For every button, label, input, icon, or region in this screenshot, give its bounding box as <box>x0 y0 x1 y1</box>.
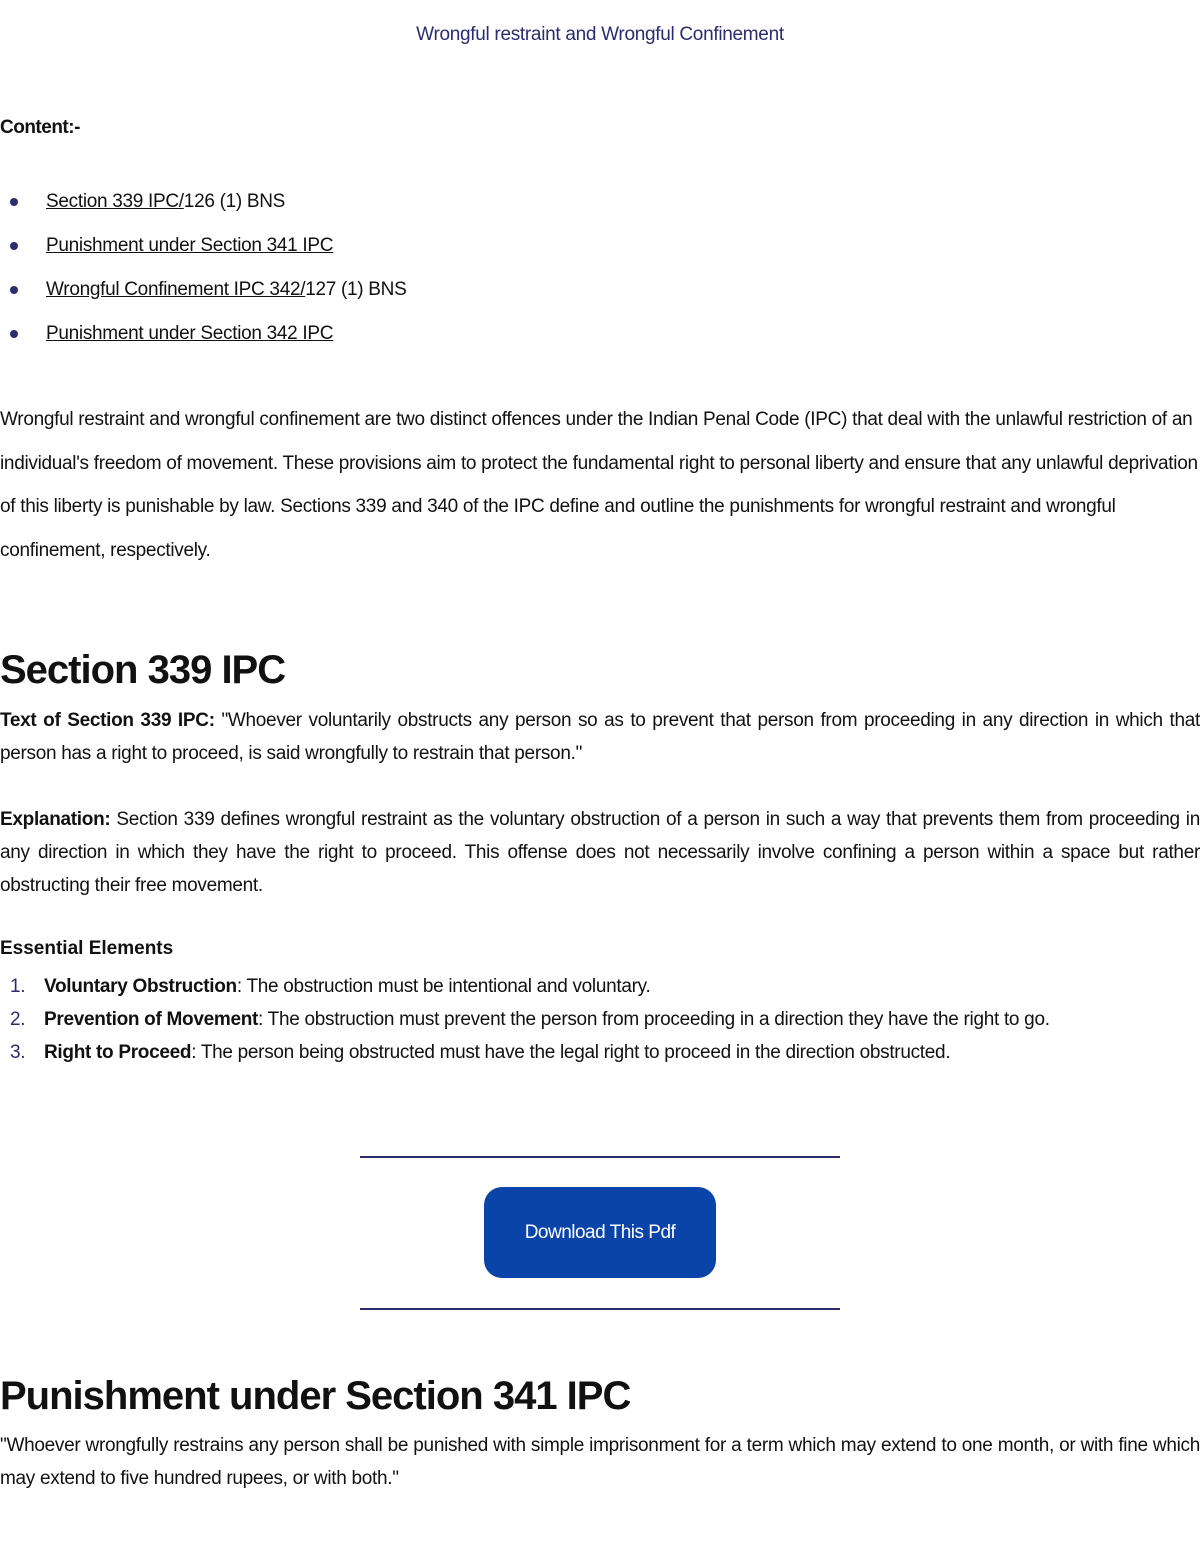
intro-paragraph: Wrongful restraint and wrongful confinement are two distinct offences under the Indian Penal Code (IPC) that deal with the unlawful restriction of an individual's freedom of movement. These provisions aim to protect the fundamental right to personal liberty and ensure that any unlawful deprivation of this liberty is punishable by law. Sections 339 and 340 of the IPC define and outline the punishments for wrongful restraint and wrongful confinement, respectively. <box>0 409 1198 561</box>
explanation-body: Section 339 defines wrongful restraint as the voluntary obstruction of a person in such a way that prevents them from proceeding in any direction in which they have the right to proceed. This offense does not necessarily involve confining a person within a space but rather obstructing their free movement. <box>0 809 1200 896</box>
section-339-heading: Section 339 IPC <box>0 648 286 692</box>
section-339-text <box>0 704 1200 770</box>
section-341-heading: Punishment under Section 341 IPC <box>0 1374 631 1418</box>
element-text: : The obstruction must prevent the person from proceeding in a direction they have the right to go. <box>258 1009 1050 1030</box>
element-text: : The obstruction must be intentional and voluntary. <box>236 976 651 997</box>
section-341-quote: "Whoever wrongfully restrains any person shall be punished with simple imprisonment for a term which may extend to one month, or with fine which may extend to five hundred rupees, or with both." <box>0 1435 1200 1489</box>
table-of-contents <box>0 180 406 356</box>
toc-item <box>0 180 406 224</box>
toc-link-punishment-341[interactable]: Punishment under Section 341 IPC <box>46 235 334 256</box>
list-number: 1. <box>10 976 26 997</box>
element-label: Right to Proceed <box>44 1042 192 1063</box>
list-item <box>0 970 1200 1003</box>
essential-elements-heading: Essential Elements <box>0 938 174 959</box>
list-item <box>0 1036 1200 1069</box>
content-label: Content:- <box>0 117 80 138</box>
toc-item <box>0 268 406 312</box>
toc-item-suffix: 127 (1) BNS <box>305 279 407 300</box>
divider-bottom <box>360 1308 840 1310</box>
list-number: 2. <box>10 1009 26 1030</box>
list-item <box>0 1003 1200 1036</box>
element-label: Prevention of Movement <box>44 1009 259 1030</box>
toc-link-section-339[interactable]: Section 339 IPC/ <box>46 191 184 212</box>
toc-item <box>0 224 406 268</box>
list-number: 3. <box>10 1042 26 1063</box>
text-body: "Whoever voluntarily obstructs any person so as to prevent that person from proceeding in any direction in which that person has a right to proceed, is said wrongfully to restrain that person." <box>0 710 1200 764</box>
explanation-label: Explanation: <box>0 809 111 830</box>
toc-link-wrongful-confinement[interactable]: Wrongful Confinement IPC 342/ <box>46 279 306 300</box>
section-339-explanation <box>0 803 1200 902</box>
page-title: Wrongful restraint and Wrongful Confinement <box>416 24 784 45</box>
toc-item <box>0 312 406 356</box>
element-text: : The person being obstructed must have the legal right to proceed in the direction obstructed. <box>191 1042 951 1063</box>
essential-elements-list <box>0 970 1200 1069</box>
toc-item-suffix: 126 (1) BNS <box>183 191 286 212</box>
toc-link-punishment-342[interactable]: Punishment under Section 342 IPC <box>46 323 334 344</box>
element-label: Voluntary Obstruction <box>44 976 237 997</box>
download-pdf-button[interactable]: Download This Pdf <box>484 1187 716 1278</box>
text-label: Text of Section 339 IPC: <box>0 710 215 731</box>
divider-top <box>360 1156 840 1158</box>
